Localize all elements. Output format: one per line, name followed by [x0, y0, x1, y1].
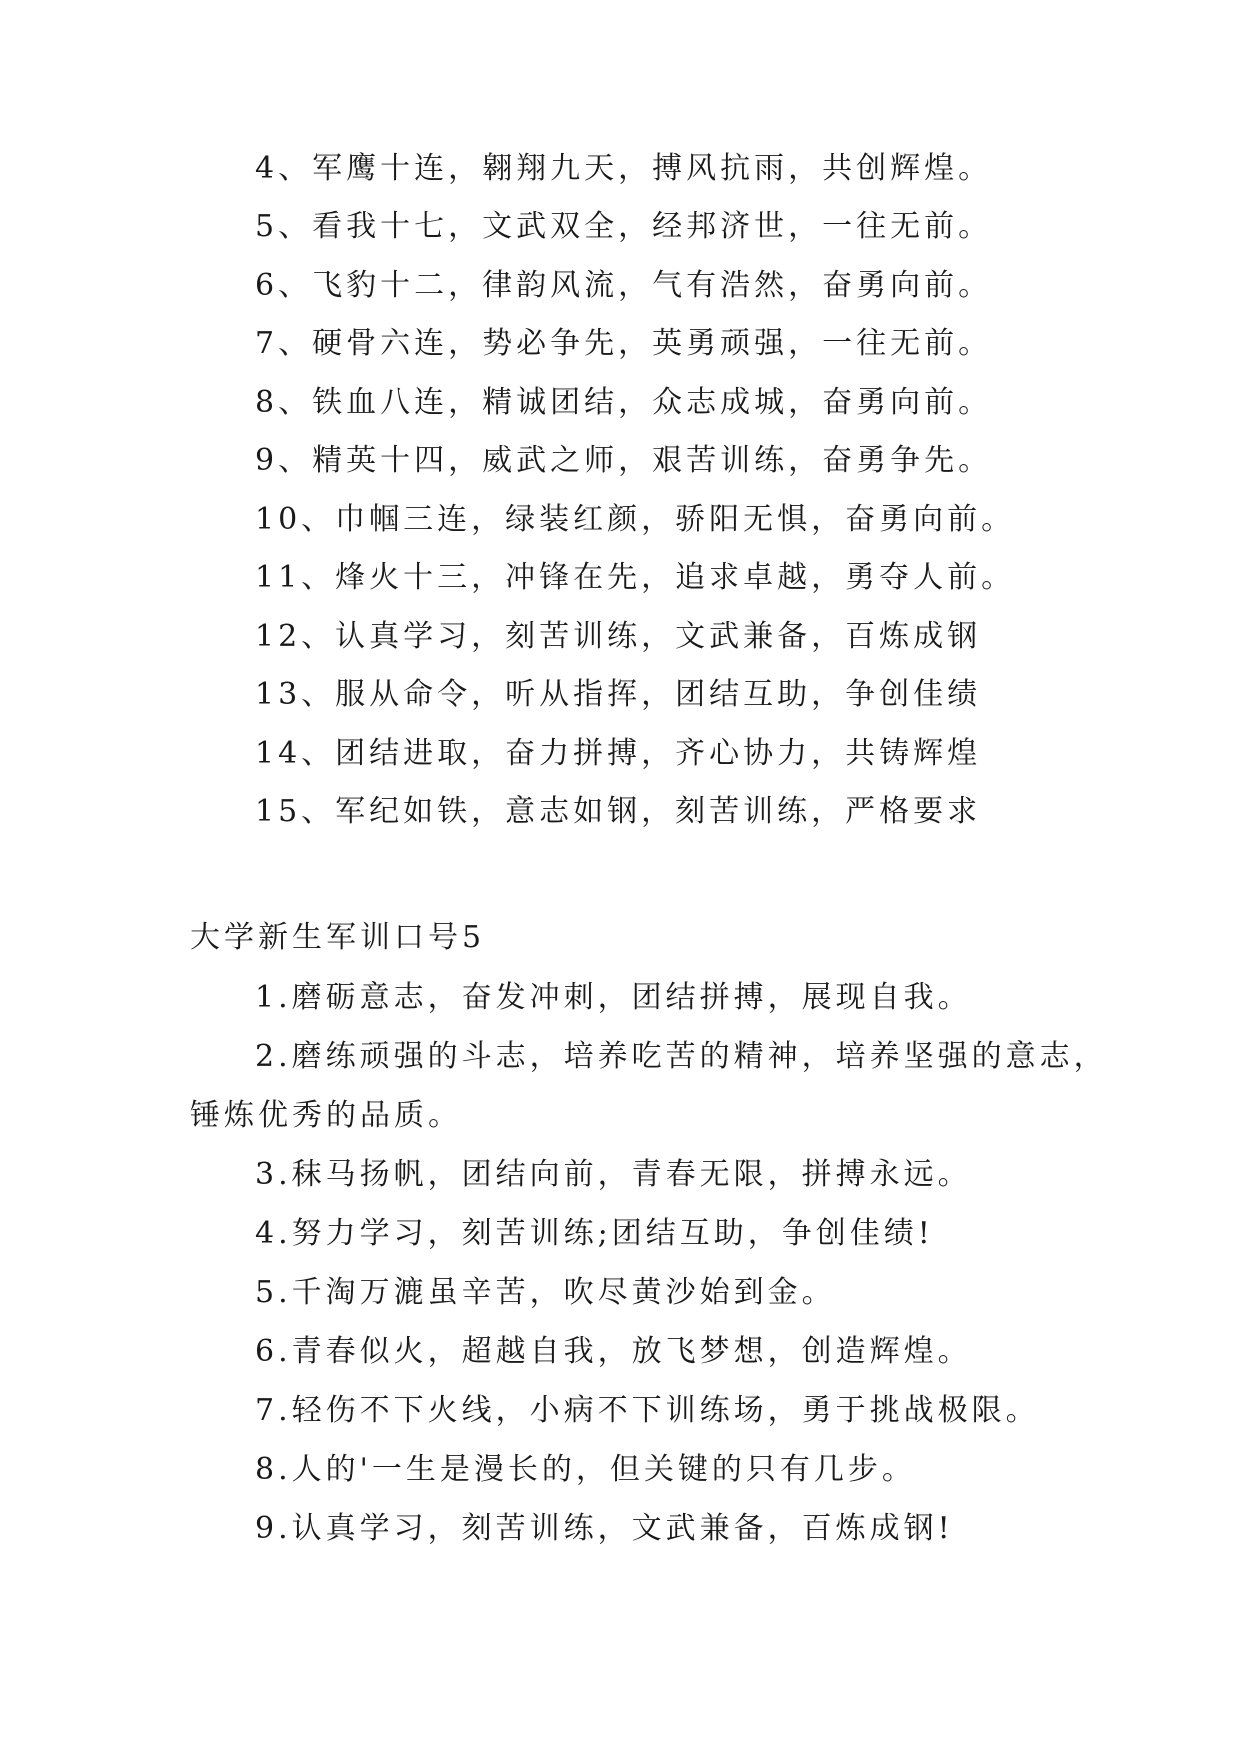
slogan5-item-6: 6.青春似火，超越自我，放飞梦想，创造辉煌。 — [255, 1334, 972, 1369]
slogan-line-11: 11、烽火十三，冲锋在先，追求卓越，勇夺人前。 — [255, 560, 1016, 595]
slogan-line-14: 14、团结进取，奋力拼搏，齐心协力，共铸辉煌 — [255, 736, 982, 771]
slogan5-item-2-line-1: 2.磨练顽强的斗志，培养吃苦的精神，培养坚强的意志， — [255, 1039, 1108, 1074]
slogan5-item-1: 1.磨砺意志，奋发冲刺，团结拼搏，展现自我。 — [255, 980, 972, 1015]
slogan-line-7: 7、硬骨六连，势必争先，英勇顽强，一往无前。 — [255, 326, 993, 361]
section-heading: 大学新生军训口号5 — [190, 920, 486, 955]
slogan-line-12: 12、认真学习，刻苦训练，文武兼备，百炼成钢 — [255, 619, 982, 654]
slogan5-item-9: 9.认真学习，刻苦训练，文武兼备，百炼成钢! — [255, 1511, 954, 1546]
slogan-line-8: 8、铁血八连，精诚团结，众志成城，奋勇向前。 — [255, 385, 993, 420]
slogan5-item-2-line-2: 锤炼优秀的品质。 — [190, 1098, 462, 1133]
slogan-line-13: 13、服从命令，听从指挥，团结互助，争创佳绩 — [255, 677, 982, 712]
slogan-line-10: 10、巾帼三连，绿装红颜，骄阳无惧，奋勇向前。 — [255, 502, 1016, 537]
slogan5-item-5: 5.千淘万漉虽辛苦，吹尽黄沙始到金。 — [255, 1275, 836, 1310]
slogan5-item-3: 3.秣马扬帆，团结向前，青春无限，拼搏永远。 — [255, 1157, 972, 1192]
slogan-line-4: 4、军鹰十连，翱翔九天，搏风抗雨，共创辉煌。 — [255, 151, 993, 186]
slogan5-item-4: 4.努力学习，刻苦训练;团结互助，争创佳绩! — [255, 1216, 934, 1251]
slogan5-item-8: 8.人的'一生是漫长的，但关键的只有几步。 — [255, 1452, 916, 1487]
slogan5-item-7: 7.轻伤不下火线，小病不下训练场，勇于挑战极限。 — [255, 1393, 1040, 1428]
slogan-line-6: 6、飞豹十二，律韵风流，气有浩然，奋勇向前。 — [255, 268, 993, 303]
slogan-line-15: 15、军纪如铁，意志如钢，刻苦训练，严格要求 — [255, 794, 982, 829]
slogan-line-5: 5、看我十七，文武双全，经邦济世，一往无前。 — [255, 209, 993, 244]
slogan-line-9: 9、精英十四，威武之师，艰苦训练，奋勇争先。 — [255, 443, 993, 478]
